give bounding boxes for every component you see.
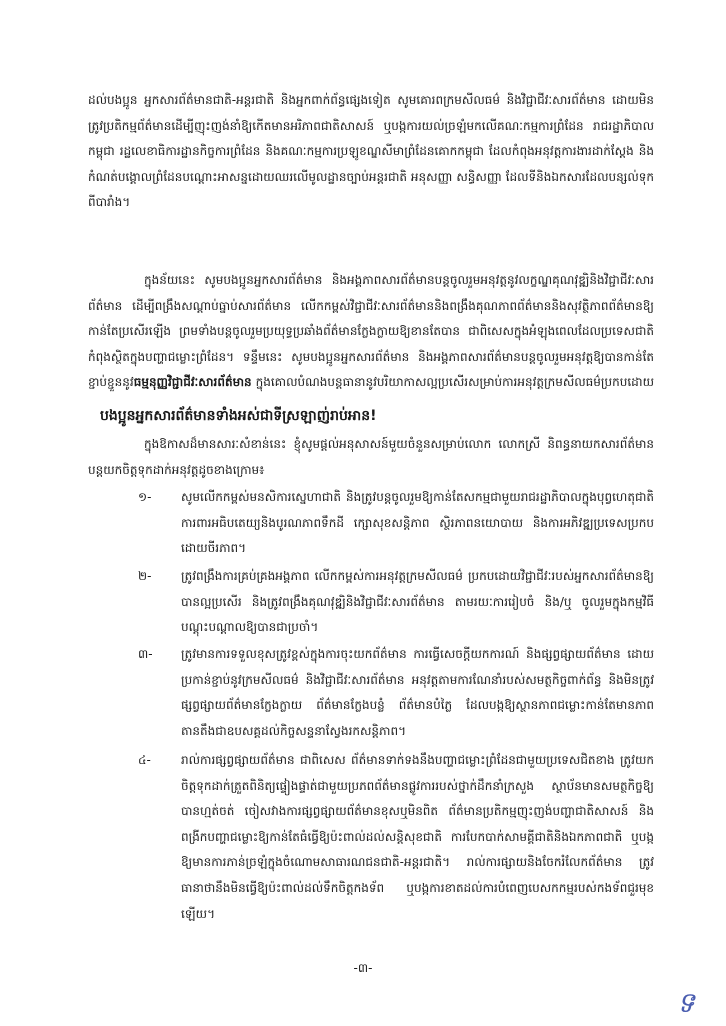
page-number: -៣- (353, 961, 373, 975)
recommendation-item-4 (88, 748, 654, 934)
item-text: សូមលើកកម្ពស់មនសិការស្នេហាជាតិ និងត្រូវបន្តចូលរួមឱ្យកាន់តែសកម្មជាមួយរាជរដ្ឋាភិបាលក្នុងបុព្វហេតុជាតិ ការពារអធិបតេយ្យនិងបូរណភាពទឹកដី ក្សោសុខសន្តិភាព ស្ថិរភាពនយោបាយ និងការអភិវឌ្ឍប្រទេសប្រកបដោយចីរភាព។ (181, 490, 654, 556)
item-text: ត្រូវពង្រឹងការគ្រប់គ្រងអង្គភាព លើកកម្ពស់ការអនុវត្តក្រមសីលធម៌ ប្រកបដោយវិជ្ជាជីវៈរបស់អ្នកសារព័ត៌មានឱ្យបានល្អប្រសើរ និងត្រូវពង្រឹងគុណវុឌ្ឍិនិងវិជ្ជាជីវៈសារព័ត៌មាន តាមរយៈការរៀបចំ និង/ឬ ចូលរួមក្នុងកម្មវិធីបណ្តុះបណ្តាលឱ្យបានជាប្រចាំ។ (181, 569, 654, 635)
paragraph-intro-text: ក្នុងន័យនេះ សូមបងប្អូនអ្នកសារព័ត៌មាន និងអង្គភាពសារព័ត៌មានបន្តចូលរួមអនុវត្តនូវលក្ខណ្ឌគុណវុឌ្ឍិនិងវិជ្ជាជីវៈសារព័ត៌មាន ដើម្បីពង្រឹងសណ្តាប់ធ្នាប់សារព័ត៌មាន លើកកម្ពស់វិជ្ជាជីវៈសារព័ត៌មាននិងពង្រឹងគុណភាពព័ត៌មាននិងសុវត្ថិភាពព័ត៌មានឱ្យកាន់តែប្រសើរឡើង ព្រមទាំងបន្តចូលរួមប្រយុទ្ធប្រឆាំងព័ត៌មានក្លែងក្លាយឱ្យខានតែបាន ជាពិសេសក្នុងអំឡុងពេលដែលប្រទេសជាតិកំពុងស្ថិតក្នុងបញ្ហាជម្លោះព្រំដែន។ ទន្ទឹមនេះ សូមបងប្អូនអ្នកសារព័ត៌មាន និងអង្គភាពសារព័ត៌មានបន្តចូលរួមអនុវត្តឱ្យបានកាន់តែខ្ជាប់ខ្ជួននូវ (88, 273, 654, 390)
handwritten-initial: ទ (677, 986, 695, 1019)
item-number: ៤- (138, 753, 151, 767)
item-text: ត្រូវមានការទទួលខុសត្រូវខ្ពស់ក្នុងការចុះយកព័ត៌មាន ការធ្វើសេចក្តីយកការណ៍ និងផ្សព្វផ្សាយព័ត៌មាន ដោយប្រកាន់ខ្ជាប់នូវក្រមសីលធម៌ និងវិជ្ជាជីវៈសារព័ត៌មាន អនុវត្តតាមការណែនាំរបស់សមត្ថកិច្ចពាក់ព័ន្ធ និងមិនត្រូវផ្សព្វផ្សាយព័ត៌មានក្លែងក្លាយ ព័ត៌មានក្លែងបន្លំ ព័ត៌មានបំភ្លៃ ដែលបង្កឱ្យស្ថានភាពជម្លោះកាន់តែមានភាពតានតឹងជាឧបសគ្គដល់កិច្ចសន្ទនាស្វែងរកសន្តិភាព។ (181, 647, 654, 738)
paragraph-border-appeal: ដល់បងប្អូន អ្នកសារព័ត៌មានជាតិ-អន្តរជាតិ និងអ្នកពាក់ព័ន្ធផ្សេងទៀត សូមគោរពក្រមសីលធម៌ និងវិជ្ជាជីវៈសារព័ត៌មាន ដោយមិនត្រូវប្រតិកម្មព័ត៌មានដើម្បីញុះញង់នាំឱ្យកើតមានអរិភាពជាតិសាសន៍ ឬបង្កការយល់ច្រឡំមកលើគណៈកម្មការព្រំដែន រាជរដ្ឋាភិបាលកម្ពុជា រដ្ឋលេខាធិការដ្ឋានកិច្ចការព្រំដែន និងគណៈកម្មការប្រឡូខណ្ឌសីមាព្រំដែនគោកកម្ពុជា ដែលកំពុងអនុវត្តការងារដាក់ស្តែង និងកំណត់បង្គោលព្រំដែនបណ្តោះអាសន្នដោយឈរលើមូលដ្ឋានច្បាប់អន្តរជាតិ អនុសញ្ញា សន្ធិសញ្ញា ដែលទីនិងឯកសារដែលបន្សល់ទុកពីបារាំង។ (88, 93, 654, 210)
journalism-charter-term: ធម្មនុញ្ញវិជ្ជាជីវៈសារព័ត៌មាន (133, 375, 252, 390)
paragraph-professional-ethics (88, 268, 654, 398)
item-number: ២- (138, 569, 152, 583)
recommendation-item-2 (88, 564, 654, 642)
recommendation-intro: ក្នុងឱកាសដ៏មានសារៈសំខាន់នេះ ខ្ញុំសូមផ្តល់អនុសាសន៍មួយចំនួនសម្រាប់លោក លោកស្រី និពន្ធនាយកសារព័ត៌មាន បន្តយកចិត្តទុកដាក់អនុវត្តដូចខាងក្រោម៖ (88, 437, 654, 477)
recommendation-item-1 (88, 485, 654, 563)
item-number: ៣- (138, 647, 153, 661)
recommendation-item-3 (88, 642, 654, 746)
item-number: ១- (138, 490, 152, 504)
section-heading: បងប្អូនអ្នកសារព័ត៌មានទាំងអស់ជាទីស្រឡាញ់រាប់អាន! (100, 408, 377, 424)
paragraph-rest-text: ក្នុងគោលបំណងបន្តធានានូវបរិយាកាសល្អប្រសើរសម្រាប់ការអនុវត្តក្រមសីលធម៌ប្រកបដោយ (255, 375, 654, 390)
item-text: រាល់ការផ្សព្វផ្សាយព័ត៌មាន ជាពិសេស ព័ត៌មានទាក់ទងនឹងបញ្ហាជម្លោះព្រំដែនជាមួយប្រទេសជិតខាង ត្រូវយកចិត្តទុកដាក់ត្រួតពិនិត្យផ្ទៀងផ្ទាត់ជាមួយប្រភពព័ត៌មានផ្លូវការរបស់ថ្នាក់ដឹកនាំក្រសួង ស្ថាប័នមានសមត្ថកិច្ចឱ្យបានហ្មត់ចត់ ចៀសវាងការផ្សព្វផ្សាយព័ត៌មានខុសឬមិនពិត ព័ត៌មានប្រតិកម្មញុះញង់បញ្ហាជាតិសាសន៍ និងពង្រីកបញ្ហាជម្លោះឱ្យកាន់តែធំធ្វើឱ្យប៉ះពាល់ដល់សន្តិសុខជាតិ ការបែកបាក់សាមគ្គីជាតិនិងឯកភាពជាតិ ឬបង្កឱ្យមានការភាន់ច្រឡំក្នុងចំណោមសាធារណជនជាតិ-អន្តរជាតិ។ រាល់ការផ្សាយនិងចែករំលែកព័ត៌មាន ត្រូវធានាថានឹងមិនធ្វើឱ្យប៉ះពាល់ដល់ទឹកចិត្តកងទ័ព ឬបង្កការខាតដល់ការបំពេញបេសកកម្មរបស់កងទ័ពជួរមុខឡើយ។ (181, 753, 654, 921)
